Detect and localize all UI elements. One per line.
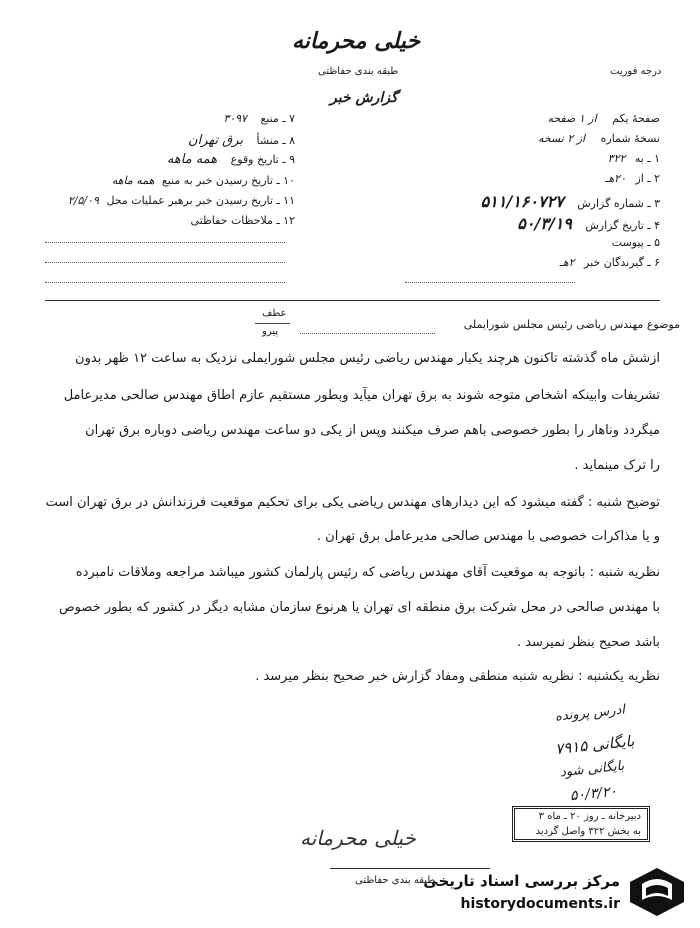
field-to [410,152,660,165]
body-line: نظریه شنبه : باتوجه به موقعیت آقای مهندس ریاضی که رئیس پارلمان کشور میباشد مراجعه وملاقات نامبرده [75,565,660,580]
field-label: ۴ ـ تاریخ گزارش [585,219,660,232]
field-label: ۱۰ ـ تاریخ رسیدن خبر به منبع [161,174,295,187]
body-line: را ترک مینماید . [574,458,660,473]
body-line: میگردد وناهار را بطور خصوصی باهم صرف میکنند وپس از یکی دو ساعت مهندس ریاضی دوباره برق تهران [85,423,660,438]
body-line: توضیح شنبه : گفته میشود که این دیدارهای مهندس ریاضی یکی برای تحکیم موقعیت فرزندانش در برق تهران است [45,495,660,510]
field-report-number [410,192,660,211]
field-source [45,112,295,125]
subject-annotation-rule [255,323,290,324]
dotted-line [45,262,285,263]
field-recipients [410,256,660,269]
field-label: ۶ ـ گیرندگان خبر [584,256,660,269]
field-label: ۱ ـ به [634,152,660,165]
dotted-line [45,282,285,283]
field-label: ۳ ـ شماره گزارش [577,197,660,210]
field-label: ۵ ـ پیوست [611,236,660,249]
watermark [410,862,690,922]
subject-dotted-line [300,333,435,334]
field-value: برق تهران [188,133,243,148]
watermark-logo-icon [628,866,686,918]
field-origin [45,133,295,148]
body-line: ازشش ماه گذشته تاکنون هرچند یکبار مهندس ریاضی رئیس مجلس شورایملی نزدیک به ساعت ۱۲ ظهر بدون [75,351,660,366]
field-attachment [410,236,660,249]
body-line: تشریفات وابینکه اشخاص متوجه شوند به برق تهران میآید وبطور مستقیم عازم اطاق مهندس صالحی مدیرعامل [63,388,660,403]
field-value: ۳۰۹۷ [223,112,247,125]
field-value: ۵۱۱/۱۶۰۷۲۷ [480,192,564,211]
field-value: ۲/۵/۰۹ [67,194,99,207]
classification-heading: خیلی محرمانه [292,28,421,54]
field-security-notes [45,214,295,227]
dotted-line [405,282,575,283]
field-occurrence-date [45,152,295,167]
receipt-stamp [512,806,650,842]
field-page [410,112,660,125]
field-report-date [410,214,660,233]
report-title: گزارش خبر [330,90,398,106]
field-from [410,172,660,185]
field-label: ۹ ـ تاریخ وقوع [230,153,295,166]
urgency-label: درجه فوریت [610,66,662,77]
body-line: و یا مذاکرات خصوصی با مهندس صالحی مدیرعامل برق تهران . [316,529,660,544]
subject-text: مهندس ریاضی رئیس مجلس شورایملی [463,318,644,331]
dotted-line [45,242,285,243]
subject-annotation-bottom: پیرو [262,326,279,337]
subject-line [464,318,680,331]
watermark-url: historydocuments.ir [460,896,620,912]
body-line: نظریه یکشنبه : نظریه شنبه منطقی ومفاد گزارش خبر صحیح بنظر میرسد . [255,669,660,684]
handwritten-note: بایگانی ۷۹۱۵ [554,731,636,759]
field-value: از ۱ صفحه [547,112,597,125]
stamp-line: به بخش ۳۲۲ واصل گردید [535,826,641,837]
subject-label: موضوع [646,318,680,331]
field-label: ۱۱ ـ تاریخ رسیدن خبر برهبر عملیات محل [106,194,295,207]
subject-annotation-top: عطف [262,308,287,319]
field-value: همه ماهه [111,174,155,187]
body-line: با مهندس صالحی در محل شرکت برق منطقه ای تهران یا هرنوع سازمان مشابه دیگر در کشور که بطور خصوص [58,600,660,615]
field-label: صفحهٔ یکم [612,112,660,125]
body-line: باشد صحیح بنظر نمیرسد . [516,635,660,650]
field-label: ۲ ـ از [635,172,660,185]
field-receipt-date-leader [20,194,295,207]
field-value: ۵۰/۳/۱۹ [517,214,572,233]
handwritten-note: ۵۰/۳/۲۰ [569,783,618,805]
header-divider [45,300,660,301]
handwritten-note: بایگانی شود [559,758,625,781]
field-value: همه ماهه [166,152,218,167]
field-value: ۳۲۲ [607,152,626,165]
field-label: ۱۲ ـ ملاحظات حفاظتی [190,214,295,227]
classification-subtitle: طبقه بندی حفاظتی [318,66,399,77]
field-value: ۲۰هـ [605,172,626,185]
footer-classification: خیلی محرمانه [300,826,416,850]
watermark-org-name: مرکز بررسی اسناد تاریخی [423,872,620,890]
footer-classification-subtitle: طبقه بندی حفاظتی [355,875,436,886]
field-copy-number [410,132,660,145]
field-receipt-date-source [45,174,295,187]
handwritten-note: ادرس پرونده [554,702,626,725]
field-label: ۷ ـ منبع [260,112,295,125]
field-value: ۲هـ [559,256,575,269]
stamp-line: دبیرخانه ـ روز ۲۰ ـ ماه ۳ [538,811,641,822]
field-value: از ۲ نسخه [537,132,586,145]
field-label: ۸ ـ منشأ [256,134,295,147]
field-label: نسخهٔ شماره [600,132,660,145]
